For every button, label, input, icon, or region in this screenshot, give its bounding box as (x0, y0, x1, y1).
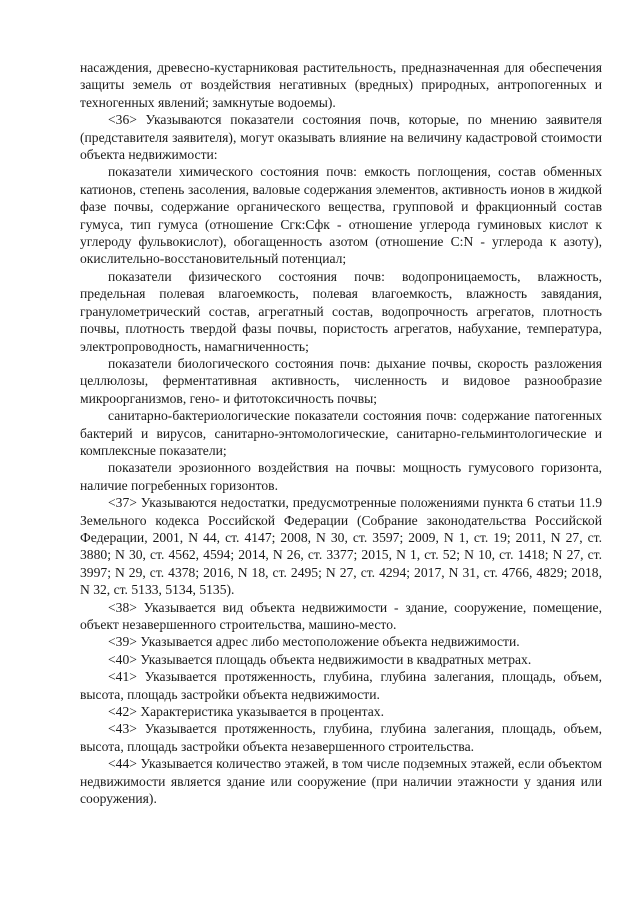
footnote-41: <41> Указывается протяженность, глубина, глубина залегания, площадь, объем, высота, площадь застройки объекта недвижимости. (80, 669, 602, 702)
footnote-37: <37> Указываются недостатки, предусмотренные положениями пункта 6 статьи 11.9 Земельного кодекса Российской Федерации (Собрание законодательства Российской Федерации, 2001, N 44, ст. 4147; 2008, N 30, ст. 3597; 2009, N 1, ст. 19; 2011, N 27, ст. 3880; N 30, ст. 4562, 4594; 2014, N 26, ст. 3377; 2015, N 1, ст. 52; N 10, ст. 1418; N 27, ст. 3997; N 29, ст. 4378; 2016, N 18, ст. 2495; N 27, ст. 4294; 2017, N 31, ст. 4766, 4829; 2018, N 32, ст. 5133, 5134, 5135). (80, 495, 602, 598)
chemical-indicators-paragraph: показатели химического состояния почв: емкость поглощения, состав обменных катионов, степень засоления, валовые содержания элементов, активность ионов в жидкой фазе почвы, содержание органического вещества, групповой и фракционный состав гумуса, тип гумуса (отношение Сгк:Сфк - отношение углерода гуминовых кислот к углероду фульвокислот), обогащенность азотом (отношение C:N - углерода к азоту), окислительно-восстановительный потенциал; (80, 164, 602, 267)
sanitary-indicators-paragraph: санитарно-бактериологические показатели состояния почв: содержание патогенных бактерий и вирусов, санитарно-энтомологические, санитарно-гельминтологические и комплексные показатели; (80, 408, 602, 458)
footnote-38: <38> Указывается вид объекта недвижимости - здание, сооружение, помещение, объект незавершенного строительства, машино-место. (80, 599, 602, 632)
footnote-36: <36> Указываются показатели состояния почв, которые, по мнению заявителя (представителя заявителя), могут оказывать влияние на величину кадастровой стоимости объекта недвижимости: (80, 112, 602, 163)
paragraph-continuation: насаждения, древесно-кустарниковая растительность, предназначенная для обеспечения защиты земель от воздействия негативных (вредных) природных, антропогенных и техногенных явлений; замкнутые водоемы). (80, 60, 602, 110)
footnote-43: <43> Указывается протяженность, глубина, глубина залегания, площадь, объем, высота, площадь застройки объекта незавершенного строительства. (80, 721, 602, 754)
physical-indicators-paragraph: показатели физического состояния почв: водопроницаемость, влажность, предельная полевая влагоемкость, полевая влагоемкость, влажность завядания, гранулометрический состав, агрегатный состав, водопрочность агрегатов, плотность почвы, плотность твердой фазы почвы, пористость агрегатов, набухание, температура, электропроводность, намагниченность; (80, 268, 602, 354)
footnote-44: <44> Указывается количество этажей, в том числе подземных этажей, если объектом недвижимости является здание или сооружение (при наличии этажности у здания или сооружения). (80, 756, 602, 807)
erosion-indicators-paragraph: показатели эрозионного воздействия на почвы: мощность гумусового горизонта, наличие погребенных горизонтов. (80, 460, 602, 493)
footnote-39: <39> Указывается адрес либо местоположение объекта недвижимости. (108, 634, 520, 650)
document-body (80, 59, 602, 807)
footnote-40: <40> Указывается площадь объекта недвижимости в квадратных метрах. (108, 651, 532, 667)
footnote-42: <42> Характеристика указывается в процентах. (108, 704, 384, 720)
biological-indicators-paragraph: показатели биологического состояния почв: дыхание почвы, скорость разложения целлюлозы, ферментативная активность, численность и видовое разнообразие микроорганизмов, гено- и фитотоксичность почвы; (80, 355, 602, 406)
